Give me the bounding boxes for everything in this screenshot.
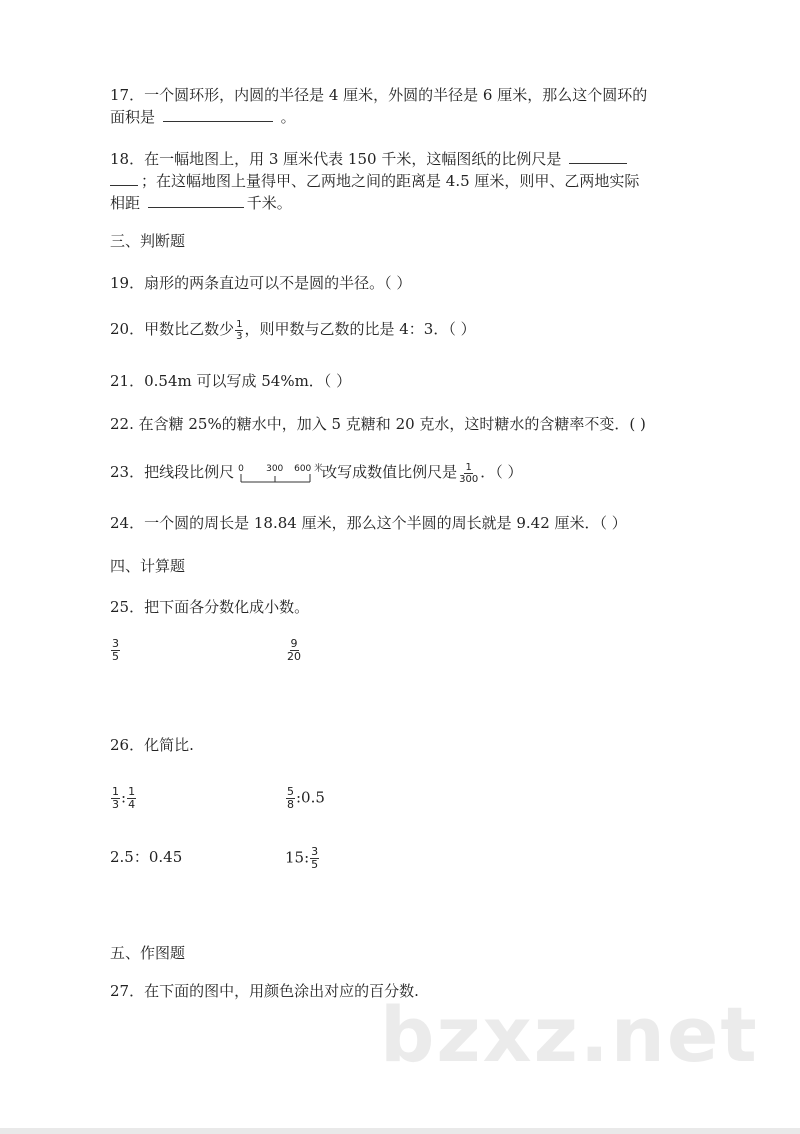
q18-line2: [110, 170, 639, 192]
q18-distance-blank[interactable]: [148, 193, 244, 208]
q26-a-frac1: [111, 786, 120, 811]
q17-answer-blank[interactable]: [163, 107, 273, 122]
q24: 24．一个圆的周长是 18.84 厘米，那么这个半圆的周长就是 9.42 厘米．（ ）: [110, 514, 627, 532]
q26-b-rest: :0.5: [296, 788, 325, 807]
q20-frac-num: 1: [236, 318, 243, 330]
q25-f1-den: 5: [112, 650, 119, 663]
q18-line1: [110, 148, 630, 170]
watermark-logo: bzxz.net: [380, 990, 759, 1079]
q26-a2-num: 1: [128, 785, 136, 798]
q18-prefix: 18．在一幅地图上，用 3 厘米代表 150 千米，这幅图纸的比例尺是: [110, 150, 562, 168]
q26-a-frac2: [127, 786, 136, 811]
q17-prefix: 面积是: [110, 108, 156, 126]
q26-a1-den: 3: [112, 798, 119, 811]
q26-a2-den: 4: [128, 798, 136, 811]
q18-scale-blank-cont[interactable]: [110, 171, 138, 186]
q23-frac-den: 300: [459, 473, 479, 485]
q26-d1-den: 5: [311, 858, 319, 871]
q18-line3: [110, 192, 292, 214]
q19: 19．扇形的两条直边可以不是圆的半径。（ ）: [110, 274, 412, 292]
q25-f2-den: 20: [287, 650, 301, 663]
q26-b-frac: [286, 786, 295, 811]
q25-title: 25．把下面各分数化成小数。: [110, 598, 310, 616]
q25-fraction-2: [285, 638, 303, 663]
q20-fraction: [235, 319, 243, 342]
q27: 27．在下面的图中，用颜色涂出对应的百分数.: [110, 982, 419, 1000]
section-3-heading: 三、判断题: [110, 232, 186, 250]
q25-fraction-1: [110, 638, 121, 663]
q20-frac-den: 3: [236, 330, 243, 342]
q18-line3-prefix: 相距: [110, 194, 141, 212]
q26-d1-num: 3: [311, 845, 319, 858]
q21: 21．0.54m 可以写成 54%m．（ ）: [110, 372, 352, 390]
q18-scale-blank[interactable]: [569, 149, 627, 164]
q26-b1-num: 5: [287, 785, 294, 798]
q26-b1-den: 8: [287, 798, 294, 811]
page-bottom-edge: [0, 1128, 800, 1134]
q25-frac-3-5: [111, 638, 120, 663]
q23-middle: 改写成数值比例尺是: [322, 463, 458, 481]
q25-frac-9-20: [286, 638, 302, 663]
section-5-heading: 五、作图题: [110, 944, 186, 962]
q18-line3-suffix: 千米。: [246, 194, 292, 212]
q26-a1-num: 1: [112, 785, 119, 798]
q26-d-prefix: 15:: [285, 848, 310, 867]
q26-item-a: [110, 786, 137, 811]
q26-item-b: [285, 786, 325, 811]
scale-label-0: 0: [238, 464, 244, 474]
q26-item-d: [285, 846, 320, 871]
q18-line2-text: ；在这幅地图上量得甲、乙两地之间的距离是 4.5 厘米，则甲、乙两地实际: [141, 172, 640, 190]
q25-f2-num: 9: [290, 637, 298, 650]
q23: [110, 460, 522, 486]
q26-a-colon: :: [121, 788, 127, 807]
q23-frac-num: 1: [465, 461, 472, 473]
q20-prefix: 20．甲数比乙数少: [110, 320, 235, 338]
q23-prefix: 23．把线段比例尺: [110, 463, 235, 481]
q20: [110, 318, 476, 342]
q17-line1: 17．一个圆环形，内圆的半径是 4 厘米，外圆的半径是 6 厘米，那么这个圆环的: [110, 86, 648, 104]
q23-suffix: ．（ ）: [480, 463, 523, 481]
q26-d-frac: [310, 846, 319, 871]
q20-suffix: ，则甲数与乙数的比是 4：3．（ ）: [244, 320, 476, 338]
q26-title: 26．化简比.: [110, 736, 194, 754]
q26-item-c: 2.5：0.45: [110, 848, 183, 866]
q17-suffix: 。: [280, 108, 296, 126]
q23-fraction: [458, 462, 479, 485]
scale-bar-lines: [238, 460, 318, 486]
q17-line2: [110, 106, 296, 128]
q22: 22. 在含糖 25%的糖水中，加入 5 克糖和 20 克水，这时糖水的含糖率不变．( ): [110, 415, 646, 433]
q25-f1-num: 3: [112, 637, 119, 650]
scale-label-300: 300: [266, 464, 284, 474]
line-scale-diagram: [238, 460, 324, 486]
section-4-heading: 四、计算题: [110, 557, 186, 575]
scale-label-600: 600 米: [294, 464, 324, 474]
